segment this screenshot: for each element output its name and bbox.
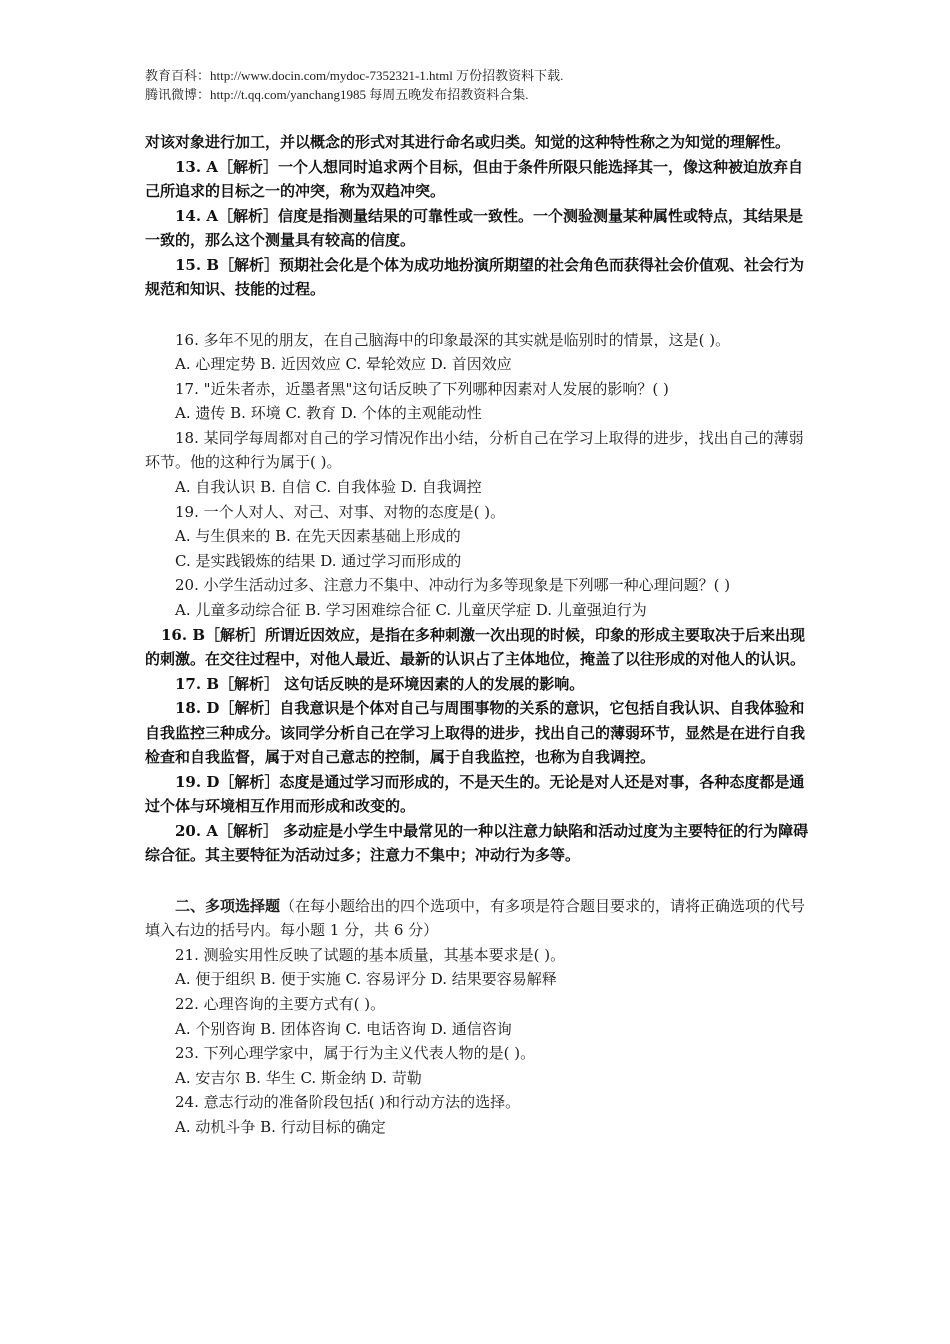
- question-19: 19. 一个人对人、对己、对事、对物的态度是( )。: [175, 502, 506, 521]
- question-18: 18. 某同学每周都对自己的学习情况作出小结，分析自己在学习上取得的进步，找出自己的薄弱环节。他的这种行为属于( )。: [145, 428, 804, 472]
- options-17: A. 遗传 B. 环境 C. 教育 D. 个体的主观能动性: [175, 404, 482, 423]
- header-line-2: 腾讯微博：http://t.qq.com/yanchang1985 每周五晚发布招教资料合集.: [145, 87, 529, 102]
- options-18: A. 自我认识 B. 自信 C. 自我体验 D. 自我调控: [175, 478, 482, 497]
- answer-14: 14. A［解析］信度是指测量结果的可靠性或一致性。一个测验测量某种属性或特点，其结果是一致的，那么这个测量具有较高的信度。: [145, 206, 803, 249]
- options-24: A. 动机斗争 B. 行动目标的确定: [175, 1117, 386, 1136]
- question-20: 20. 小学生活动过多、注意力不集中、冲动行为多等现象是下列哪一种心理问题？( ): [175, 576, 731, 595]
- answer-18: 18. D［解析］自我意识是个体对自己与周围事物的关系的意识，它包括自我认识、自我体验和自我监控三种成分。该同学分析自己在学习上取得的进步，找出自己的薄弱环节，显然是在进行自我检查和自我监督，属于对自己意志的控制，属于自我监控，也称为自我调控。: [145, 699, 806, 767]
- question-22: 22. 心理咨询的主要方式有( )。: [175, 995, 386, 1013]
- options-22: A. 个别咨询 B. 团体咨询 C. 电话咨询 D. 通信咨询: [175, 1019, 512, 1038]
- options-23: A. 安吉尔 B. 华生 C. 斯金纳 D. 苛勒: [175, 1068, 422, 1087]
- answer-16: 16. B［解析］所谓近因效应，是指在多种刺激一次出现的时候，印象的形成主要取决于后来出现的刺激。在交往过程中，对他人最近、最新的认识占了主体地位，掩盖了以往形成的对他人的认识。: [145, 625, 806, 669]
- section-2-heading: [145, 894, 810, 943]
- question-21: 21. 测验实用性反映了试题的基本质量，其基本要求是( )。: [175, 945, 566, 964]
- question-23: 23. 下列心理学家中，属于行为主义代表人物的是( )。: [175, 1044, 536, 1063]
- options-20: A. 儿童多动综合征 B. 学习困难综合征 C. 儿童厌学症 D. 儿童强迫行为: [175, 601, 647, 620]
- options-21: A. 便于组织 B. 便于实施 C. 容易评分 D. 结果要容易解释: [175, 970, 557, 989]
- answer-20: 20. A［解析］ 多动症是小学生中最常见的一种以注意力缺陷和活动过度为主要特征的行为障碍综合征。其主要特征为活动过多；注意力不集中；冲动行为多等。: [145, 821, 809, 865]
- header-line-1: 教育百科：http://www.docin.com/mydoc-7352321-1.html 万份招教资料下载.: [145, 68, 564, 83]
- spacer: [145, 868, 810, 894]
- section-2-instruction: （在每小题给出的四个选项中，有多项是符合题目要求的，请将正确选项的代号填入右边的括号内。每小题 1 分，共 6 分）: [145, 896, 806, 940]
- options-19-cd: C. 是实践锻炼的结果 D. 通过学习而形成的: [175, 551, 462, 570]
- answer-19: 19. D［解析］态度是通过学习而形成的，不是天生的。无论是对人还是对事，各种态度都是通过个体与环境相互作用而形成和改变的。: [145, 772, 805, 816]
- answer-17: 17. B［解析］ 这句话反映的是环境因素的人的发展的影响。: [175, 674, 585, 693]
- document-body: [145, 130, 810, 1140]
- options-19-ab: A. 与生俱来的 B. 在先天因素基础上形成的: [175, 527, 461, 546]
- answer-12-continued: 对该对象进行加工，并以概念的形式对其进行命名或归类。知觉的这种特性称之为知觉的理解性。: [145, 133, 791, 151]
- spacer: [145, 302, 810, 328]
- section-2-title: 二、多项选择题: [175, 896, 281, 915]
- question-24: 24. 意志行动的准备阶段包括( )和行动方法的选择。: [175, 1093, 521, 1112]
- answer-13: 13. A［解析］一个人想同时追求两个目标，但由于条件所限只能选择其一，像这种被迫放弃自己所追求的目标之一的冲突，称为双趋冲突。: [145, 157, 803, 200]
- question-16: 16. 多年不见的朋友，在自己脑海中的印象最深的其实就是临别时的情景，这是( )。: [175, 330, 731, 349]
- page-header: [145, 66, 563, 104]
- question-17: 17. "近朱者赤，近墨者黑"这句话反映了下列哪种因素对人发展的影响？( ): [175, 379, 669, 398]
- answer-15: 15. B［解析］预期社会化是个体为成功地扮演所期望的社会角色而获得社会价值观、社会行为规范和知识、技能的过程。: [145, 255, 805, 298]
- options-16: A. 心理定势 B. 近因效应 C. 晕轮效应 D. 首因效应: [175, 355, 512, 374]
